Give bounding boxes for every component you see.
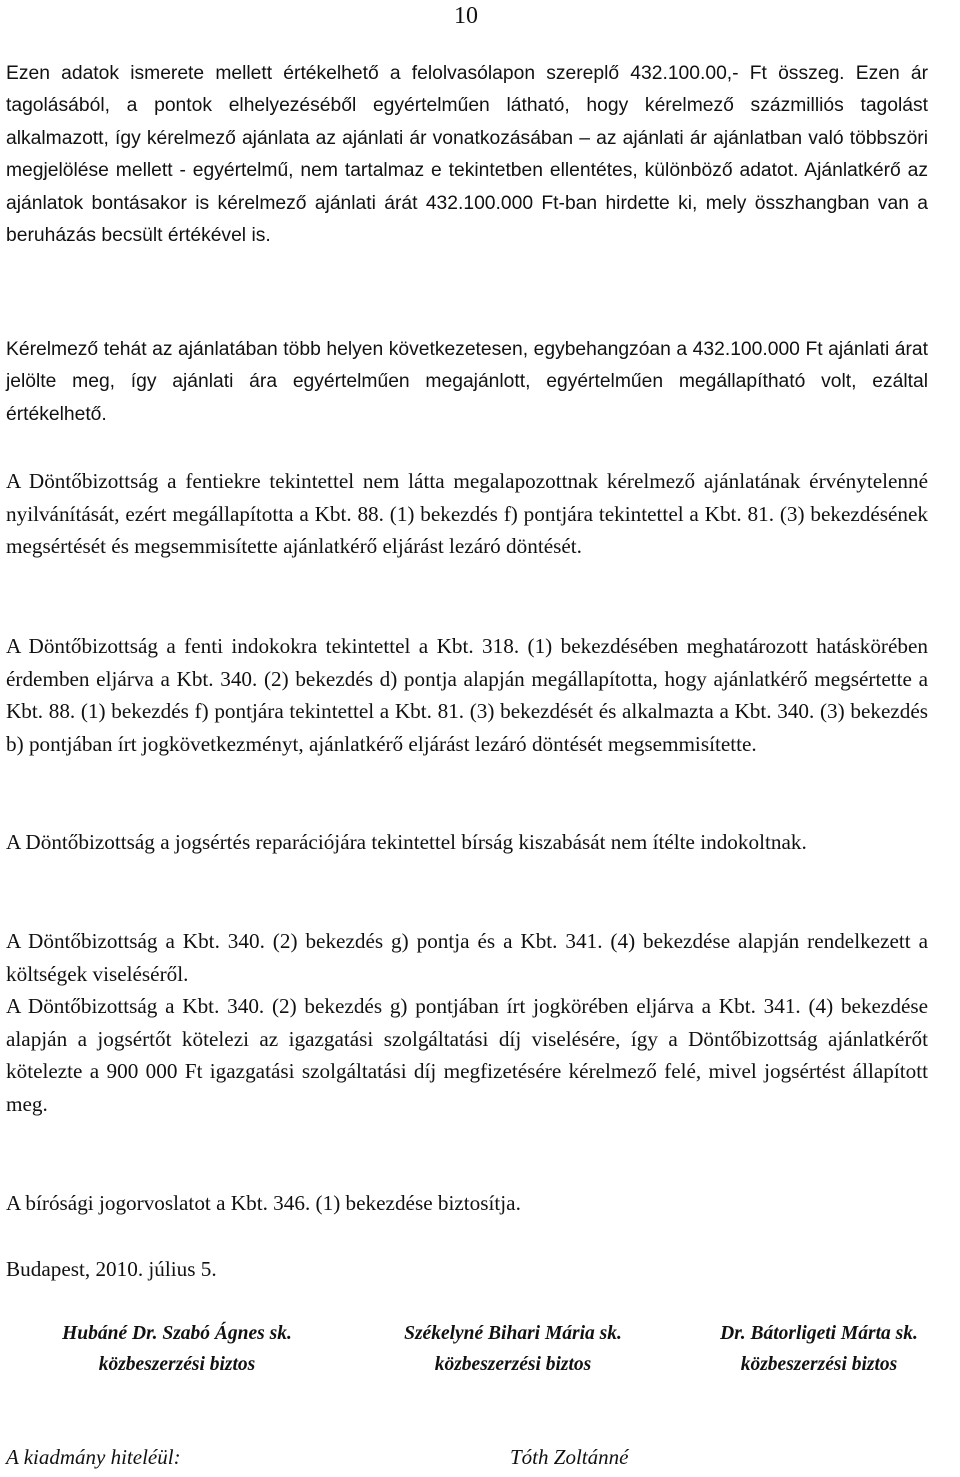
paragraph-6: A Döntőbizottság a Kbt. 340. (2) bekezdés g) pontja és a Kbt. 341. (4) bekezdése alapján rendelkezett a költségek viseléséről. [6, 929, 928, 986]
page-number: 10 [454, 3, 478, 29]
signature-block-2 [354, 1318, 672, 1380]
authentication-name: Tóth Zoltánné [510, 1445, 629, 1469]
signature-title: közbeszerzési biztos [740, 1354, 898, 1375]
paragraph-1: Ezen adatok ismerete mellett értékelhető a felolvasólapon szereplő 432.100.00,- Ft összeg. Ezen ár tagolásából, a pontok elhelyezéséből egyértelműen látható, hogy kérelmező százmilliós tagolást alkalmazott, így kérelmező ajánlata az ajánlati ár vonatkozásában – az ajánlati ár ajánlatban való többszöri megjelölése mellett - egyértelmű, nem tartalmaz e tekintetben ellentétes, különböző adatot. Ajánlatkérő az ajánlatok bontásakor is kérelmező ajánlati árát 432.100.000 Ft-ban hirdette ki, mely összhangban van a beruházás becsült értékével is. [6, 63, 928, 247]
paragraph-8: A bírósági jogorvoslatot a Kbt. 346. (1) bekezdése biztosítja. [6, 1191, 521, 1215]
paragraph-5: A Döntőbizottság a jogsértés reparációjára tekintettel bírság kiszabását nem ítélte indokoltnak. [6, 830, 807, 854]
place-date: Budapest, 2010. július 5. [6, 1257, 217, 1281]
paragraph-4: A Döntőbizottság a fenti indokokra tekintettel a Kbt. 318. (1) bekezdésében meghatározott hatáskörében érdemben eljárva a Kbt. 340. (2) bekezdés d) pontja alapján megállapította, hogy ajánlatkérő megsértette a Kbt. 88. (1) bekezdés f) pontjára tekintettel a Kbt. 81. (3) bekezdését és alkalmazta a Kbt. 340. (3) bekezdés b) pontjában írt jogkövetkezményt, ajánlatkérő eljárást lezáró döntését megsemmisítette. [6, 634, 928, 756]
signature-block-1 [14, 1318, 340, 1380]
signature-title: közbeszerzési biztos [98, 1354, 256, 1375]
signature-name: Székelyné Bihari Mária sk. [404, 1323, 622, 1344]
paragraph-2: Kérelmező tehát az ajánlatában több helyen következetesen, egybehangzóan a 432.100.000 Ft ajánlati árat jelölte meg, így ajánlati ára egyértelműen megajánlott, egyértelműen megállapítható volt, ezáltal értékelhető. [6, 339, 928, 425]
signature-block-3 [682, 1318, 956, 1380]
signature-title: közbeszerzési biztos [434, 1354, 592, 1375]
authentication-label: A kiadmány hiteléül: [6, 1445, 181, 1469]
signature-name: Dr. Bátorligeti Márta sk. [720, 1323, 918, 1344]
paragraph-3: A Döntőbizottság a fentiekre tekintettel nem látta megalapozottnak kérelmező ajánlatának érvénytelenné nyilvánítását, ezért megállapította a Kbt. 88. (1) bekezdés f) pontjára tekintettel a Kbt. 81. (3) bekezdésének megsértését és megsemmisítette ajánlatkérő eljárást lezáró döntését. [6, 469, 928, 559]
paragraph-7: A Döntőbizottság a Kbt. 340. (2) bekezdés g) pontjában írt jogkörében eljárva a Kbt. 341. (4) bekezdése alapján a jogsértőt kötelezi az igazgatási szolgáltatási díj viselésére, így a Döntőbizottság ajánlatkérőt kötelezte a 900 000 Ft igazgatási szolgáltatási díj megfizetésére kérelmező felé, mivel jogsértést állapított meg. [6, 994, 928, 1116]
signature-name: Hubáné Dr. Szabó Ágnes sk. [62, 1323, 292, 1344]
